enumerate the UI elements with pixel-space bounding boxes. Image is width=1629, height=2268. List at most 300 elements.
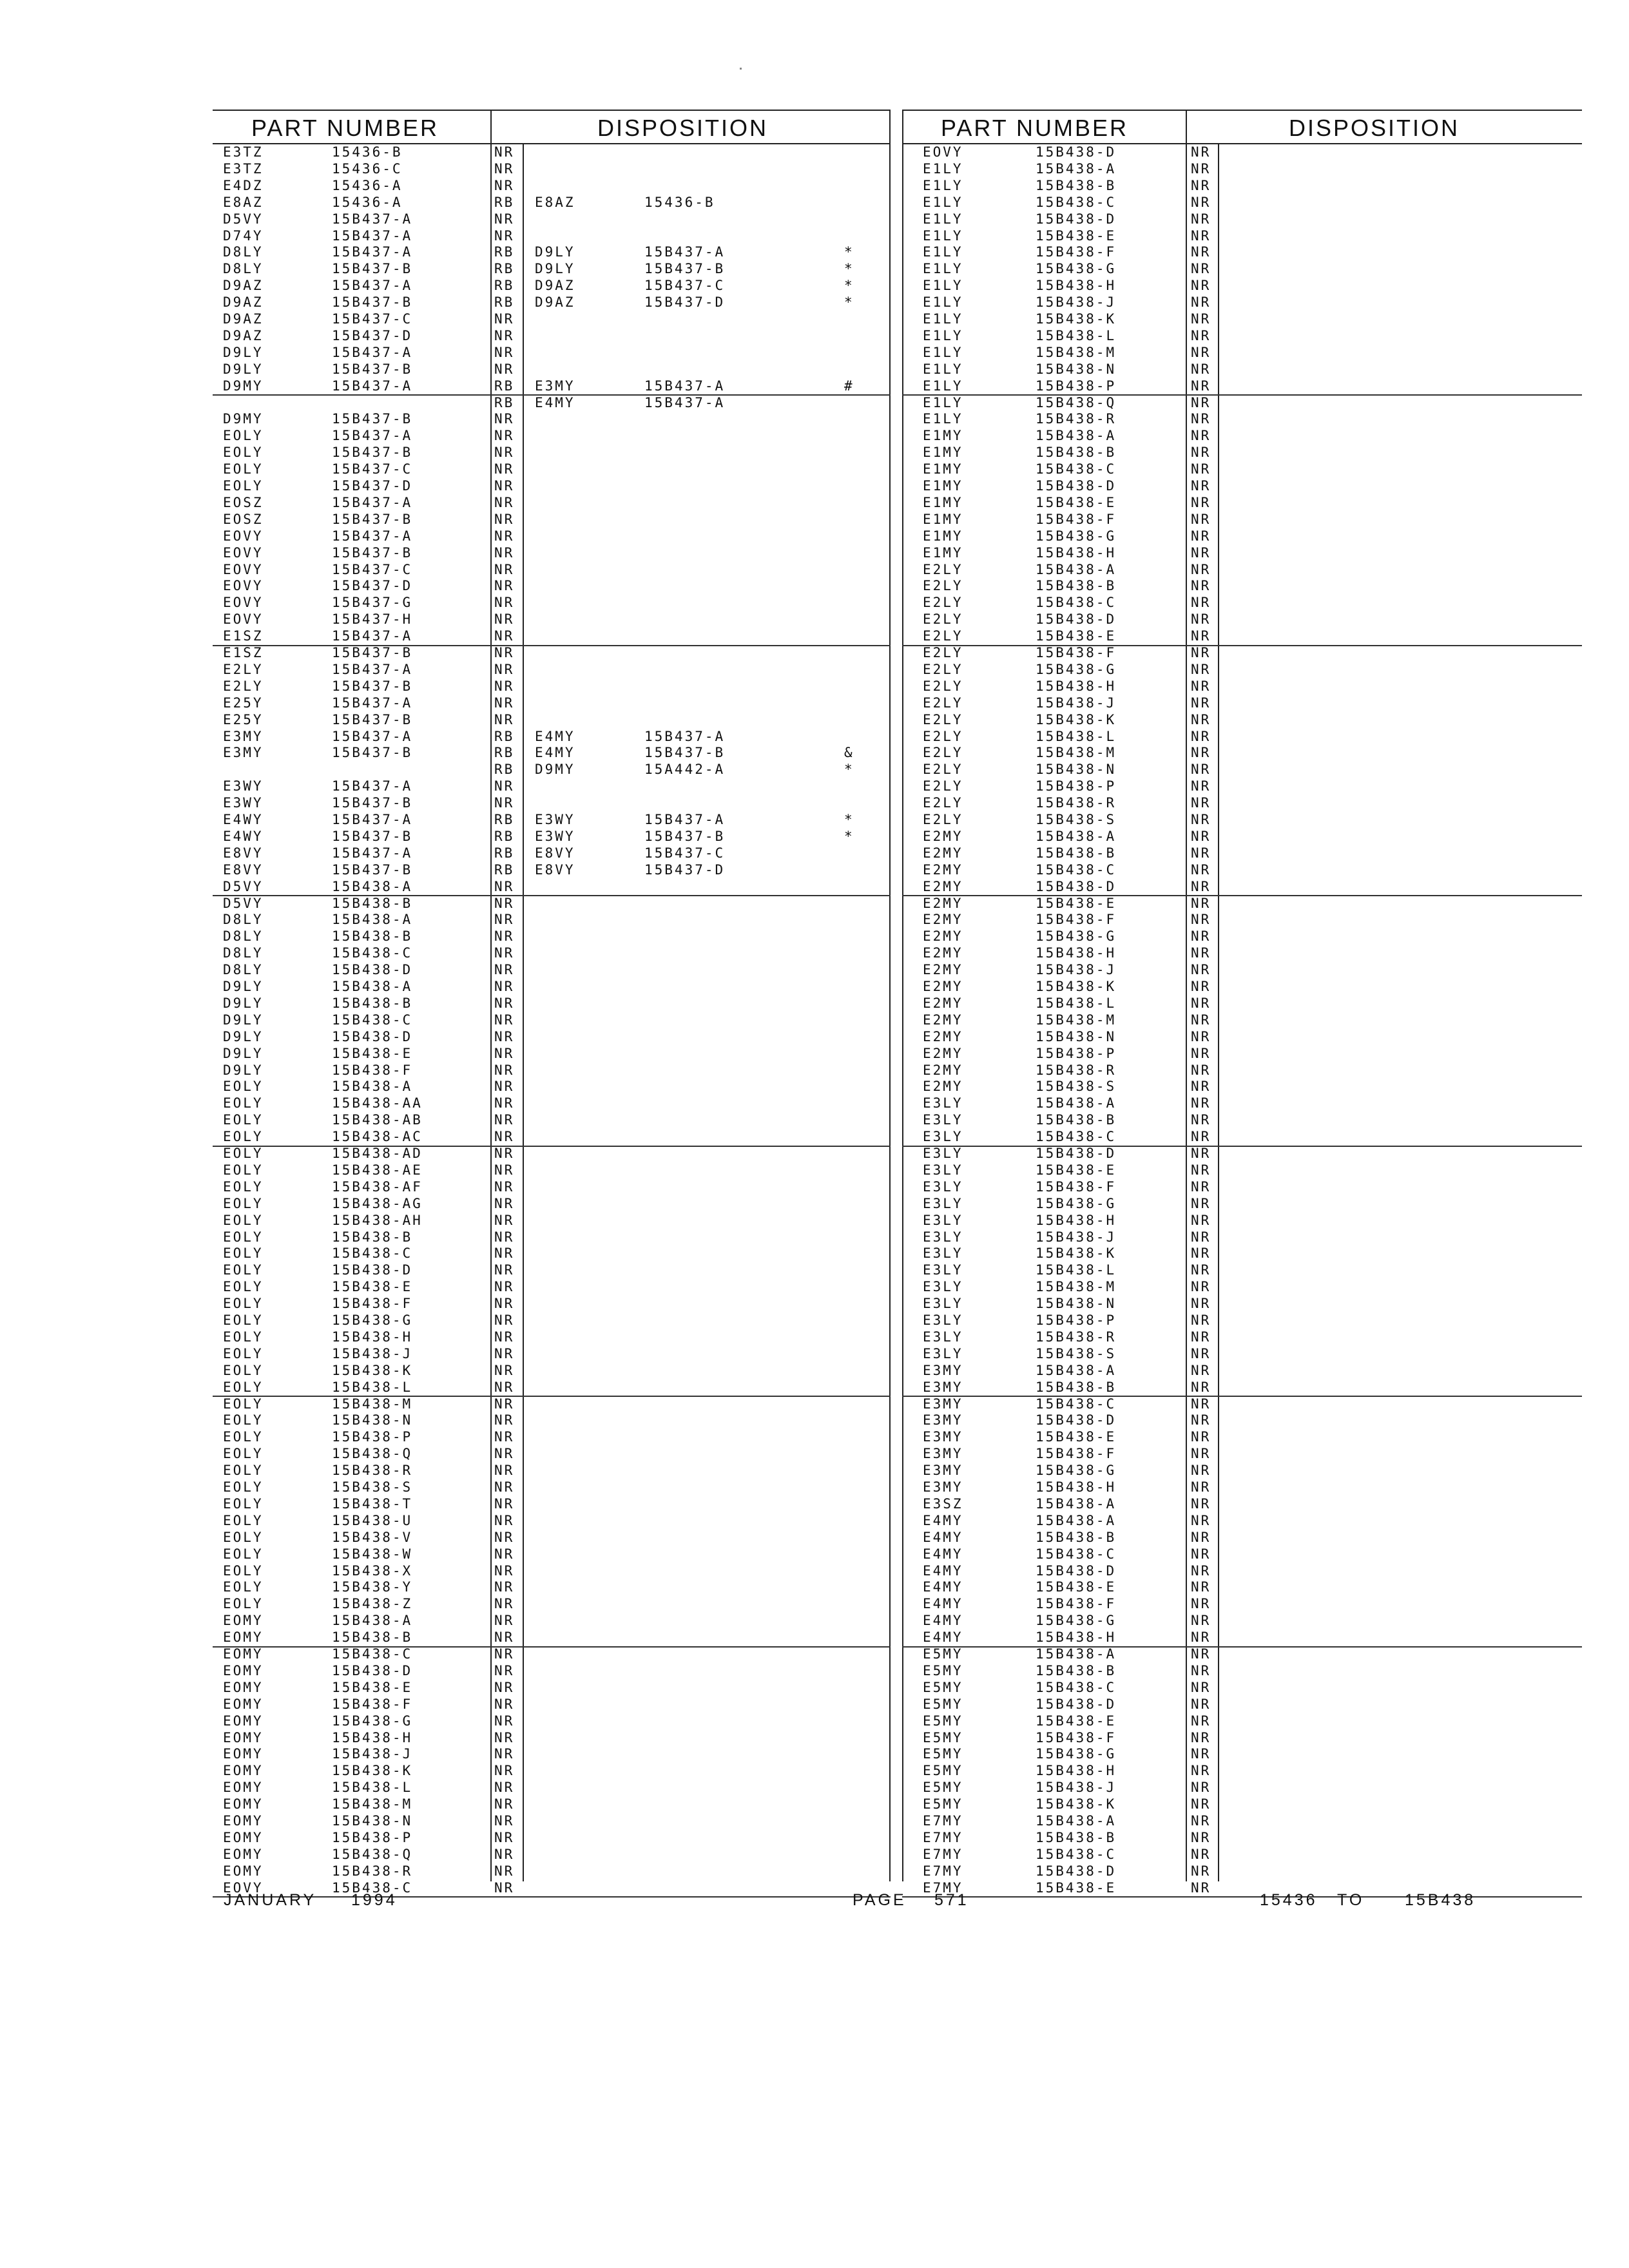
replacement-part-number: 15B437-B <box>644 828 726 844</box>
vehicle-code: E2LY <box>923 711 963 727</box>
part-number: 15B437-A <box>332 344 413 360</box>
vehicle-code: D8LY <box>223 928 264 945</box>
table-row <box>213 962 891 979</box>
disposition-code: NR <box>1191 595 1211 611</box>
vehicle-code: E2LY <box>923 795 963 811</box>
part-number: 15B438-AD <box>332 1146 423 1161</box>
table-row <box>902 1696 1582 1713</box>
disposition-code: NR <box>494 1028 515 1044</box>
disposition-code: NR <box>494 445 515 461</box>
part-number: 15B438-C <box>1036 1129 1117 1145</box>
part-number-heading: PART NUMBER <box>251 115 439 141</box>
table-row <box>213 912 891 928</box>
table-row <box>902 645 1582 662</box>
part-number: 15B438-F <box>1036 912 1117 928</box>
table-row <box>213 1796 891 1813</box>
part-number: 15B438-G <box>332 1312 413 1328</box>
disposition-code: NR <box>1191 1195 1211 1211</box>
table-row <box>213 261 891 278</box>
part-number: 15B437-A <box>332 278 413 294</box>
vehicle-code: E25Y <box>223 695 264 711</box>
vehicle-code: E3LY <box>923 1279 963 1295</box>
disposition-code: NR <box>494 611 515 628</box>
table-row <box>902 1396 1582 1413</box>
table-row <box>213 495 891 512</box>
table-row <box>213 762 891 778</box>
part-number: 15B438-E <box>1036 628 1117 644</box>
part-number: 15B438-B <box>1036 1529 1117 1545</box>
table-row <box>213 1680 891 1696</box>
table-row <box>213 1012 891 1029</box>
part-number: 15B438-C <box>1036 461 1117 477</box>
vehicle-code: EOVY <box>223 578 264 594</box>
disposition-code: NR <box>1191 1596 1211 1612</box>
vehicle-code: E5MY <box>923 1662 963 1678</box>
vehicle-code: E3MY <box>223 728 264 744</box>
part-number: 15B438-W <box>332 1546 413 1562</box>
part-number: 15B438-AF <box>332 1178 423 1195</box>
disposition-code: NR <box>1191 1546 1211 1562</box>
table-row <box>902 1296 1582 1312</box>
vehicle-code: E2LY <box>923 561 963 577</box>
vehicle-code: E8AZ <box>223 194 264 210</box>
table-row <box>902 445 1582 461</box>
vehicle-code: EOLY <box>223 1162 264 1178</box>
part-number: 15B437-A <box>332 661 413 677</box>
table-row <box>902 678 1582 695</box>
note-mark: * <box>844 261 854 277</box>
vehicle-code: E4WY <box>223 812 264 827</box>
vehicle-code: E5MY <box>923 1696 963 1712</box>
vehicle-code: E2MY <box>923 1012 963 1028</box>
disposition-code: NR <box>1191 244 1211 260</box>
part-number: 15B438-A <box>1036 1495 1117 1512</box>
table-row <box>213 1579 891 1596</box>
part-number: 15B438-M <box>332 1396 413 1412</box>
table-row <box>213 1029 891 1046</box>
table-row <box>213 1046 891 1062</box>
table-row <box>213 345 891 361</box>
table-row <box>902 1196 1582 1213</box>
part-number: 15B438-B <box>332 895 413 911</box>
table-row <box>902 1429 1582 1446</box>
part-number: 15B438-D <box>1036 1696 1117 1712</box>
vehicle-code: EOLY <box>223 478 264 494</box>
table-row <box>902 862 1582 879</box>
part-number: 15B438-G <box>1036 1195 1117 1211</box>
disposition-code: RB <box>494 861 515 878</box>
vehicle-code: E5MY <box>923 1679 963 1695</box>
table-row <box>902 345 1582 361</box>
part-number: 15B438-P <box>1036 1312 1117 1328</box>
part-number: 15B438-H <box>1036 1629 1117 1646</box>
disposition-code: NR <box>494 428 515 444</box>
vehicle-code: E3LY <box>923 1296 963 1312</box>
disposition-code: RB <box>494 828 515 844</box>
disposition-code: NR <box>494 1412 515 1428</box>
vehicle-code: EOLY <box>223 1329 264 1345</box>
replacement-part-number: 15A442-A <box>644 762 726 778</box>
vehicle-code: E5MY <box>923 1646 963 1662</box>
vehicle-code: EOVY <box>223 561 264 577</box>
table-row <box>902 478 1582 495</box>
table-row <box>213 1262 891 1279</box>
part-number: 15B437-A <box>332 728 413 744</box>
part-number: 15B438-G <box>1036 1463 1117 1479</box>
vehicle-code: E2MY <box>923 912 963 928</box>
part-number: 15B438-F <box>1036 511 1117 527</box>
table-row <box>213 1213 891 1229</box>
part-number: 15B438-R <box>1036 1329 1117 1345</box>
disposition-code: NR <box>494 1646 515 1662</box>
disposition-code: NR <box>494 795 515 811</box>
part-number: 15B438-L <box>1036 995 1117 1011</box>
vehicle-code: E7MY <box>923 1813 963 1829</box>
table-row <box>902 795 1582 812</box>
vehicle-code: EOLY <box>223 1362 264 1378</box>
part-number: 15B437-B <box>332 294 413 311</box>
part-number: 15B438-C <box>1036 861 1117 878</box>
vehicle-code: E7MY <box>923 1863 963 1879</box>
table-row <box>213 645 891 662</box>
disposition-code: NR <box>494 979 515 994</box>
part-number: 15B437-D <box>332 327 413 343</box>
table-row <box>902 1229 1582 1246</box>
footer-month: JANUARY <box>224 1891 317 1909</box>
vehicle-code: EOMY <box>223 1829 264 1845</box>
vehicle-code: D9LY <box>223 1062 264 1078</box>
vehicle-code: E1MY <box>923 511 963 527</box>
table-row <box>902 1213 1582 1229</box>
table-row <box>213 1079 891 1095</box>
table-row <box>902 1329 1582 1346</box>
vehicle-code: D9MY <box>223 411 264 427</box>
table-row <box>902 1146 1582 1162</box>
part-number: 15B438-H <box>332 1729 413 1745</box>
table-row <box>902 1262 1582 1279</box>
disposition-code: NR <box>1191 878 1211 894</box>
disposition-code: NR <box>494 1746 515 1762</box>
table-row <box>902 1312 1582 1329</box>
table-row <box>902 896 1582 912</box>
vehicle-code: EOLY <box>223 1245 264 1262</box>
table-row <box>213 995 891 1012</box>
vehicle-code: D8LY <box>223 945 264 961</box>
table-row <box>213 1546 891 1563</box>
part-number: 15B438-L <box>332 1780 413 1796</box>
footer-year: 1994 <box>351 1891 398 1909</box>
vehicle-code: E1MY <box>923 544 963 561</box>
vehicle-code: EOSZ <box>223 511 264 527</box>
replacement-vehicle-code: E4MY <box>535 394 575 410</box>
vehicle-code: E3LY <box>923 1162 963 1178</box>
vehicle-code: E3MY <box>923 1396 963 1412</box>
vehicle-code: E2LY <box>923 661 963 677</box>
table-row <box>213 1112 891 1129</box>
disposition-code: NR <box>1191 628 1211 644</box>
part-number: 15B438-G <box>332 1713 413 1729</box>
table-row <box>213 712 891 729</box>
part-number: 15B438-B <box>332 928 413 945</box>
table-row <box>213 829 891 845</box>
disposition-code: NR <box>494 1379 515 1395</box>
table-row <box>213 1696 891 1713</box>
part-number: 15B438-B <box>1036 845 1117 861</box>
vehicle-code: E1LY <box>923 294 963 311</box>
disposition-code: NR <box>494 1846 515 1862</box>
replacement-vehicle-code: E4MY <box>535 728 575 744</box>
disposition-code: NR <box>1191 1162 1211 1178</box>
part-number: 15B438-E <box>1036 227 1117 244</box>
table-row <box>213 528 891 545</box>
vehicle-code: E3WY <box>223 795 264 811</box>
table-row <box>902 995 1582 1012</box>
disposition-code: RB <box>494 278 515 294</box>
table-row <box>902 244 1582 261</box>
table-row <box>902 662 1582 678</box>
table-row <box>902 729 1582 745</box>
replacement-vehicle-code: E8VY <box>535 845 575 861</box>
disposition-code: NR <box>1191 1746 1211 1762</box>
disposition-code: NR <box>494 695 515 711</box>
disposition-code: NR <box>1191 478 1211 494</box>
vehicle-code: E3LY <box>923 1146 963 1161</box>
table-row <box>213 812 891 829</box>
part-number: 15B438-K <box>332 1362 413 1378</box>
vehicle-code: E1LY <box>923 177 963 193</box>
disposition-code: NR <box>1191 1279 1211 1295</box>
vehicle-code: EOLY <box>223 1095 264 1111</box>
disposition-code: NR <box>494 1279 515 1295</box>
vehicle-code: D9AZ <box>223 294 264 311</box>
table-row <box>902 1563 1582 1580</box>
vehicle-code: EOLY <box>223 1396 264 1412</box>
vehicle-code: EOMY <box>223 1613 264 1629</box>
part-number: 15B438-J <box>1036 962 1117 978</box>
table-row <box>213 1563 891 1580</box>
table-row <box>902 845 1582 862</box>
part-number: 15B438-AE <box>332 1162 423 1178</box>
table-row <box>213 278 891 294</box>
table-row <box>902 311 1582 328</box>
part-number: 15B437-D <box>332 478 413 494</box>
disposition-code: NR <box>1191 1863 1211 1879</box>
disposition-code: NR <box>494 1529 515 1545</box>
disposition-code: NR <box>1191 928 1211 945</box>
vehicle-code: EOLY <box>223 1178 264 1195</box>
part-number-heading: PART NUMBER <box>941 115 1129 141</box>
part-number: 15B438-F <box>332 1296 413 1312</box>
part-number: 15B437-C <box>332 311 413 327</box>
replacement-part-number: 15436-B <box>644 194 715 210</box>
part-number: 15B438-R <box>1036 1062 1117 1078</box>
disposition-code: NR <box>494 1296 515 1312</box>
table-row <box>902 428 1582 445</box>
disposition-code: NR <box>494 1463 515 1479</box>
table-row <box>902 228 1582 245</box>
vehicle-code: E4MY <box>923 1596 963 1612</box>
part-number: 15B438-E <box>1036 1879 1117 1896</box>
disposition-code: NR <box>494 1479 515 1495</box>
replacement-vehicle-code: D9LY <box>535 261 575 277</box>
table-row <box>902 178 1582 195</box>
part-number: 15B437-A <box>332 244 413 260</box>
disposition-code: NR <box>1191 1062 1211 1078</box>
part-number: 15B438-A <box>1036 428 1117 444</box>
disposition-code: NR <box>1191 211 1211 227</box>
part-number: 15B437-B <box>332 861 413 878</box>
table-row <box>902 1646 1582 1663</box>
vehicle-code: E1LY <box>923 394 963 410</box>
disposition-code: NR <box>1191 1662 1211 1678</box>
vehicle-code: EOLY <box>223 1229 264 1245</box>
part-number: 15B437-B <box>332 511 413 527</box>
disposition-code: NR <box>1191 544 1211 561</box>
part-number: 15B438-R <box>332 1463 413 1479</box>
table-row <box>902 1530 1582 1546</box>
disposition-code: NR <box>494 478 515 494</box>
disposition-code: NR <box>1191 1629 1211 1646</box>
vehicle-code: EOLY <box>223 445 264 461</box>
part-number: 15B438-H <box>1036 544 1117 561</box>
disposition-code: NR <box>1191 578 1211 594</box>
part-number: 15B437-D <box>332 578 413 594</box>
part-number: 15B438-G <box>1036 1746 1117 1762</box>
vehicle-code: E3LY <box>923 1229 963 1245</box>
disposition-code: RB <box>494 244 515 260</box>
disposition-code: NR <box>494 1112 515 1128</box>
vehicle-code: D9LY <box>223 344 264 360</box>
vehicle-code: E3LY <box>923 1262 963 1278</box>
vehicle-code: EOSZ <box>223 494 264 510</box>
table-row <box>902 979 1582 995</box>
disposition-code: NR <box>494 1446 515 1462</box>
table-row <box>902 945 1582 962</box>
replacement-vehicle-code: E3WY <box>535 812 575 827</box>
table-row <box>902 1162 1582 1179</box>
table-row <box>902 294 1582 311</box>
table-row <box>213 1530 891 1546</box>
footer-page-label: PAGE <box>853 1891 907 1909</box>
vehicle-code: E3MY <box>223 745 264 761</box>
table-row <box>902 628 1582 646</box>
vehicle-code: EOMY <box>223 1863 264 1879</box>
vehicle-code: E2MY <box>923 1062 963 1078</box>
table-row <box>902 1079 1582 1095</box>
part-number: 15B438-U <box>332 1512 413 1528</box>
vehicle-code: EOVY <box>223 528 264 544</box>
vehicle-code: EOMY <box>223 1746 264 1762</box>
table-row <box>213 1496 891 1513</box>
vehicle-code: E2LY <box>923 762 963 778</box>
disposition-code: NR <box>1191 344 1211 360</box>
part-number: 15B438-D <box>1036 211 1117 227</box>
vehicle-code: D5VY <box>223 895 264 911</box>
disposition-code: NR <box>494 595 515 611</box>
part-number: 15B438-C <box>332 1245 413 1262</box>
part-number: 15B438-D <box>1036 1863 1117 1879</box>
disposition-code: NR <box>1191 812 1211 827</box>
part-number: 15436-A <box>332 177 403 193</box>
part-number: 15B438-F <box>1036 1729 1117 1745</box>
part-number: 15B438-B <box>1036 1379 1117 1395</box>
part-number: 15B438-C <box>1036 1546 1117 1562</box>
part-number: 15B438-Q <box>332 1846 413 1862</box>
disposition-code: NR <box>494 1780 515 1796</box>
part-number: 15B438-L <box>332 1379 413 1395</box>
vehicle-code: EOLY <box>223 1279 264 1295</box>
vehicle-code: EOMY <box>223 1713 264 1729</box>
disposition-code: NR <box>1191 227 1211 244</box>
vehicle-code: E3LY <box>923 1112 963 1128</box>
disposition-code: NR <box>1191 361 1211 377</box>
vehicle-code: EOLY <box>223 1112 264 1128</box>
disposition-code: NR <box>494 344 515 360</box>
table-row <box>902 1112 1582 1129</box>
table-row <box>902 1446 1582 1463</box>
table-row <box>213 611 891 628</box>
part-number: 15436-A <box>332 194 403 210</box>
part-number: 15B438-N <box>1036 1028 1117 1044</box>
table-row <box>213 294 891 311</box>
disposition-code: NR <box>1191 445 1211 461</box>
part-number: 15B438-P <box>1036 378 1117 394</box>
scan-speck <box>740 68 742 70</box>
table-row <box>213 862 891 879</box>
replacement-vehicle-code: E8AZ <box>535 194 575 210</box>
disposition-code: NR <box>494 327 515 343</box>
part-number: 15B438-M <box>1036 1012 1117 1028</box>
vehicle-code: E3MY <box>923 1479 963 1495</box>
table-row <box>213 1780 891 1796</box>
part-number: 15B438-N <box>1036 1296 1117 1312</box>
table-row <box>902 1513 1582 1530</box>
part-number: 15B438-K <box>1036 711 1117 727</box>
disposition-code: NR <box>494 962 515 978</box>
disposition-code: NR <box>494 1396 515 1412</box>
vehicle-code: E4DZ <box>223 177 264 193</box>
vehicle-code: E1SZ <box>223 628 264 644</box>
disposition-code: RB <box>494 845 515 861</box>
vehicle-code: EOLY <box>223 1429 264 1445</box>
vehicle-code: EOMY <box>223 1796 264 1812</box>
table-row <box>902 778 1582 795</box>
vehicle-code: E1MY <box>923 528 963 544</box>
table-row <box>213 144 891 161</box>
part-number: 15B438-S <box>332 1479 413 1495</box>
part-number: 15B438-Z <box>332 1596 413 1612</box>
disposition-code: NR <box>1191 845 1211 861</box>
vehicle-code: E3TZ <box>223 160 264 177</box>
vehicle-code: EOLY <box>223 1562 264 1579</box>
part-number: 15B438-R <box>332 1863 413 1879</box>
part-number: 15B438-E <box>1036 1429 1117 1445</box>
part-number: 15B437-A <box>332 211 413 227</box>
disposition-code: NR <box>494 1879 515 1896</box>
disposition-code: NR <box>1191 1112 1211 1128</box>
table-row <box>902 695 1582 712</box>
table-row <box>213 328 891 345</box>
note-mark: * <box>844 762 854 778</box>
table-row <box>902 912 1582 928</box>
part-number: 15B438-K <box>1036 1245 1117 1262</box>
disposition-code: NR <box>1191 461 1211 477</box>
vehicle-code: EOLY <box>223 1546 264 1562</box>
part-number: 15B438-Q <box>1036 394 1117 410</box>
disposition-code: NR <box>494 628 515 644</box>
replacement-part-number: 15B437-D <box>644 861 726 878</box>
table-row <box>213 1095 891 1112</box>
